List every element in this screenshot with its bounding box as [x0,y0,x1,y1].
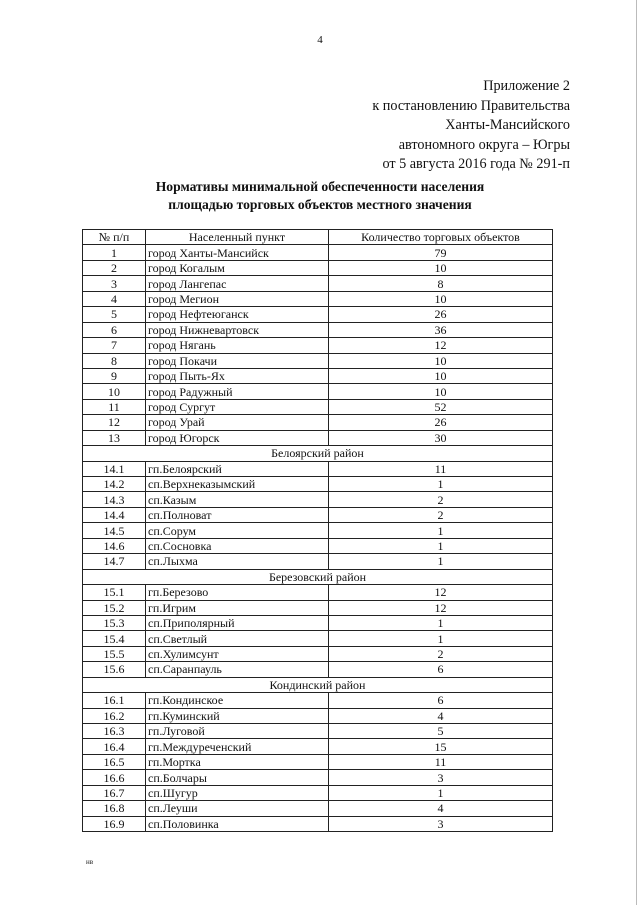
objects-count: 2 [329,507,553,522]
row-number: 3 [83,276,146,291]
row-number: 15.4 [83,631,146,646]
objects-count: 12 [329,585,553,600]
table-row [83,384,553,399]
settlement-name: город Урай [146,415,329,430]
objects-count: 1 [329,615,553,630]
row-number: 15.6 [83,662,146,677]
objects-count: 8 [329,276,553,291]
appendix-line: автономного округа – Югры [398,136,570,153]
row-number: 16.1 [83,693,146,708]
table-row [83,523,553,538]
row-number: 13 [83,430,146,445]
table-row [83,631,553,646]
footer-mark: нв [86,858,94,866]
settlement-name: город Мегион [146,291,329,306]
table-row [83,322,553,337]
appendix-line: к постановлению Правительства [372,97,570,114]
row-number: 10 [83,384,146,399]
row-number: 1 [83,245,146,260]
table-row [83,708,553,723]
settlement-name: сп.Леуши [146,801,329,816]
settlement-name: гп.Белоярский [146,461,329,476]
objects-count: 79 [329,245,553,260]
row-number: 15.1 [83,585,146,600]
district-header-row [83,569,553,584]
settlement-name: гп.Куминский [146,708,329,723]
objects-count: 1 [329,523,553,538]
objects-count: 2 [329,492,553,507]
table-header-row [83,230,553,245]
objects-count: 1 [329,785,553,800]
document-title [0,178,640,214]
settlement-name: сп.Саранпауль [146,662,329,677]
norms-table [82,229,553,832]
district-name: Белоярский район [83,446,553,461]
table-row [83,430,553,445]
row-number: 14.2 [83,477,146,492]
objects-count: 36 [329,322,553,337]
settlement-name: сп.Светлый [146,631,329,646]
objects-count: 6 [329,693,553,708]
settlement-name: город Лангепас [146,276,329,291]
objects-count: 52 [329,399,553,414]
row-number: 15.2 [83,600,146,615]
table-row [83,477,553,492]
row-number: 5 [83,307,146,322]
settlement-name: город Югорск [146,430,329,445]
table-row [83,724,553,739]
objects-count: 10 [329,384,553,399]
appendix-line: Приложение 2 [483,78,570,94]
table-row [83,368,553,383]
table-row [83,461,553,476]
objects-count: 26 [329,307,553,322]
row-number: 7 [83,338,146,353]
appendix-line: Ханты-Мансийского [445,117,570,133]
table-row [83,291,553,306]
district-name: Кондинский район [83,677,553,692]
settlement-name: гп.Кондинское [146,693,329,708]
table-row [83,816,553,831]
objects-count: 26 [329,415,553,430]
table-body [83,245,553,832]
row-number: 8 [83,353,146,368]
objects-count: 5 [329,724,553,739]
row-number: 15.5 [83,646,146,661]
objects-count: 10 [329,368,553,383]
header-number: № п/п [83,230,146,245]
row-number: 12 [83,415,146,430]
appendix-block [372,77,570,175]
settlement-name: город Сургут [146,399,329,414]
objects-count: 11 [329,461,553,476]
objects-count: 30 [329,430,553,445]
settlement-name: сп.Сосновка [146,538,329,553]
table-row [83,554,553,569]
table-row [83,307,553,322]
row-number: 14.7 [83,554,146,569]
table-row [83,739,553,754]
table-row [83,785,553,800]
table-row [83,662,553,677]
table-row [83,615,553,630]
settlement-name: город Ханты-Мансийск [146,245,329,260]
settlement-name: гп.Игрим [146,600,329,615]
table-row [83,507,553,522]
row-number: 16.3 [83,724,146,739]
table-row [83,646,553,661]
row-number: 16.7 [83,785,146,800]
row-number: 16.8 [83,801,146,816]
objects-count: 1 [329,538,553,553]
row-number: 4 [83,291,146,306]
table-row [83,492,553,507]
settlement-name: сп.Верхнеказымский [146,477,329,492]
row-number: 9 [83,368,146,383]
row-number: 16.4 [83,739,146,754]
table-row [83,538,553,553]
table-row [83,770,553,785]
table-row [83,415,553,430]
header-settlement: Населенный пункт [146,230,329,245]
table-row [83,600,553,615]
objects-count: 11 [329,754,553,769]
row-number: 16.6 [83,770,146,785]
row-number: 15.3 [83,615,146,630]
objects-count: 1 [329,477,553,492]
table-row [83,245,553,260]
page-number: 4 [317,34,323,46]
row-number: 11 [83,399,146,414]
settlement-name: сп.Казым [146,492,329,507]
settlement-name: сп.Приполярный [146,615,329,630]
objects-count: 4 [329,708,553,723]
scan-edge-line [636,0,637,905]
objects-count: 10 [329,353,553,368]
row-number: 14.3 [83,492,146,507]
settlement-name: гп.Березово [146,585,329,600]
table-row [83,801,553,816]
header-count: Количество торговых объектов [329,230,553,245]
settlement-name: гп.Мортка [146,754,329,769]
settlement-name: город Радужный [146,384,329,399]
row-number: 16.9 [83,816,146,831]
row-number: 16.5 [83,754,146,769]
settlement-name: город Пыть-Ях [146,368,329,383]
objects-count: 2 [329,646,553,661]
objects-count: 12 [329,338,553,353]
row-number: 16.2 [83,708,146,723]
settlement-name: город Покачи [146,353,329,368]
table-row [83,260,553,275]
settlement-name: город Нижневартовск [146,322,329,337]
settlement-name: сп.Сорум [146,523,329,538]
settlement-name: сп.Шугур [146,785,329,800]
row-number: 2 [83,260,146,275]
objects-count: 12 [329,600,553,615]
settlement-name: сп.Хулимсунт [146,646,329,661]
district-header-row [83,677,553,692]
row-number: 14.6 [83,538,146,553]
table-row [83,693,553,708]
district-header-row [83,446,553,461]
table-row [83,353,553,368]
settlement-name: сп.Полноват [146,507,329,522]
objects-count: 10 [329,291,553,306]
title-line: Нормативы минимальной обеспеченности населения [155,179,485,194]
settlement-name: город Когалым [146,260,329,275]
settlement-name: город Нефтеюганск [146,307,329,322]
table-row [83,585,553,600]
objects-count: 1 [329,554,553,569]
table-row [83,338,553,353]
appendix-line: от 5 августа 2016 года № 291-п [382,156,570,172]
objects-count: 3 [329,770,553,785]
row-number: 14.1 [83,461,146,476]
settlement-name: гп.Междуреченский [146,739,329,754]
row-number: 14.5 [83,523,146,538]
table-row [83,276,553,291]
objects-count: 6 [329,662,553,677]
settlement-name: сп.Половинка [146,816,329,831]
district-name: Березовский район [83,569,553,584]
objects-count: 10 [329,260,553,275]
settlement-name: сп.Лыхма [146,554,329,569]
settlement-name: гп.Луговой [146,724,329,739]
table-row [83,754,553,769]
objects-count: 15 [329,739,553,754]
row-number: 6 [83,322,146,337]
settlement-name: сп.Болчары [146,770,329,785]
title-line: площадью торговых объектов местного значения [168,197,472,212]
objects-count: 1 [329,631,553,646]
row-number: 14.4 [83,507,146,522]
settlement-name: город Нягань [146,338,329,353]
table-row [83,399,553,414]
objects-count: 3 [329,816,553,831]
objects-count: 4 [329,801,553,816]
